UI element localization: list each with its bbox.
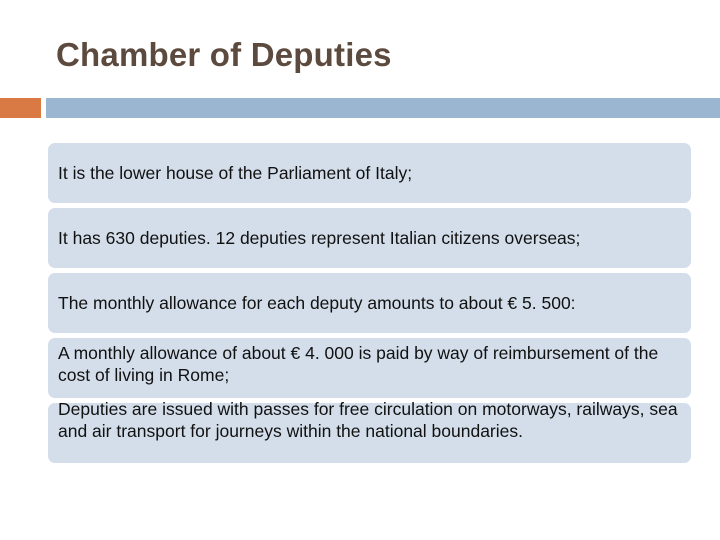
accent-bar-blue [46,98,720,118]
bullet-item [48,399,691,463]
bullet-item [48,143,691,203]
slide-title: Chamber of Deputies [56,36,392,73]
bullet-text: Deputies are issued with passes for free circulation on motorways, railways, sea and air transport for journeys within the national boundaries. [58,399,678,441]
bullet-text: It is the lower house of the Parliament of Italy; [58,163,413,183]
bullet-item [48,273,691,333]
bullet-item [48,208,691,268]
bullet-text: It has 630 deputies. 12 deputies represent Italian citizens overseas; [58,228,581,248]
bullet-item [48,338,691,398]
bullet-text: The monthly allowance for each deputy amounts to about € 5. 500: [58,293,576,313]
accent-bar-orange [0,98,41,118]
bullet-text: A monthly allowance of about € 4. 000 is paid by way of reimbursement of the cost of living in Rome; [58,343,659,385]
